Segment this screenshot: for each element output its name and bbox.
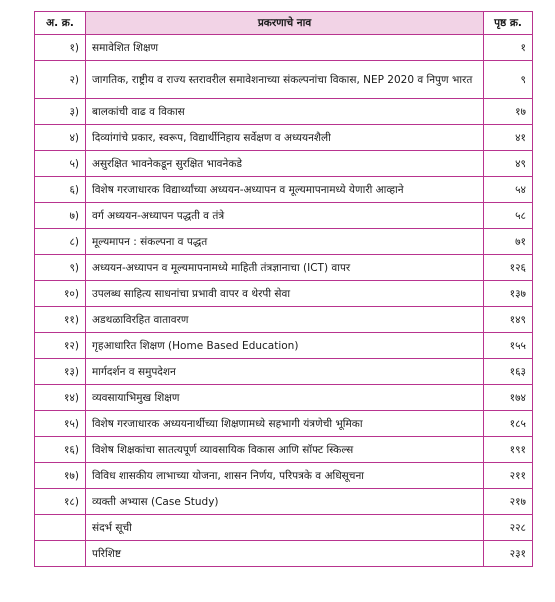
row-page: २१७	[484, 489, 533, 515]
row-title: विविध शासकीय लाभाच्या योजना, शासन निर्णय, परिपत्रके व अधिसूचना	[86, 463, 484, 489]
row-serial: २)	[35, 61, 86, 99]
row-page: १६३	[484, 359, 533, 385]
row-page: ५८	[484, 203, 533, 229]
header-row	[35, 12, 533, 35]
row-serial: ७)	[35, 203, 86, 229]
row-page: ७१	[484, 229, 533, 255]
row-title: विशेष गरजाधारक विद्यार्थ्यांच्या अध्ययन-अध्यापन व मूल्यमापनामध्ये येणारी आव्हाने	[86, 177, 484, 203]
row-title: मार्गदर्शन व समुपदेशन	[86, 359, 484, 385]
table-row	[35, 281, 533, 307]
row-serial: १०)	[35, 281, 86, 307]
row-page: १७	[484, 99, 533, 125]
row-page: १४९	[484, 307, 533, 333]
header-title: प्रकरणाचे नाव	[86, 12, 484, 35]
row-serial: १४)	[35, 385, 86, 411]
row-page: १७४	[484, 385, 533, 411]
table-row	[35, 359, 533, 385]
row-title: समावेशित शिक्षण	[86, 35, 484, 61]
table-row	[35, 385, 533, 411]
table-row	[35, 99, 533, 125]
table-row	[35, 177, 533, 203]
row-serial: १७)	[35, 463, 86, 489]
header-page: पृष्ठ क्र.	[484, 12, 533, 35]
row-title: असुरक्षित भावनेकडून सुरक्षित भावनेकडे	[86, 151, 484, 177]
row-serial	[35, 515, 86, 541]
row-page: १८५	[484, 411, 533, 437]
row-page: २२८	[484, 515, 533, 541]
row-page: ५४	[484, 177, 533, 203]
row-serial: १८)	[35, 489, 86, 515]
row-page: २११	[484, 463, 533, 489]
table-row	[35, 463, 533, 489]
row-title: व्यवसायाभिमुख शिक्षण	[86, 385, 484, 411]
table-row	[35, 437, 533, 463]
table-row	[35, 125, 533, 151]
table-row	[35, 35, 533, 61]
row-page: १२६	[484, 255, 533, 281]
row-title: विशेष गरजाधारक अध्ययनार्थीच्या शिक्षणामध्ये सहभागी यंत्रणेची भूमिका	[86, 411, 484, 437]
row-title: दिव्यांगांचे प्रकार, स्वरूप, विद्यार्थीनिहाय सर्वेक्षण व अध्ययनशैली	[86, 125, 484, 151]
row-serial: १३)	[35, 359, 86, 385]
row-title: जागतिक, राष्ट्रीय व राज्य स्तरावरील समावेशनाच्या संकल्पनांचा विकास, NEP 2020 व निपुण भारत	[86, 61, 484, 99]
row-page: ९	[484, 61, 533, 99]
table-row	[35, 61, 533, 99]
row-title: संदर्भ सूची	[86, 515, 484, 541]
row-title: गृहआधारित शिक्षण (Home Based Education)	[86, 333, 484, 359]
row-title: विशेष शिक्षकांचा सातत्यपूर्ण व्यावसायिक विकास आणि सॉफ्ट स्किल्स	[86, 437, 484, 463]
table-row	[35, 333, 533, 359]
table-row	[35, 203, 533, 229]
row-title: वर्ग अध्ययन-अध्यापन पद्धती व तंत्रे	[86, 203, 484, 229]
row-serial: ३)	[35, 99, 86, 125]
row-title: मूल्यमापन : संकल्पना व पद्धत	[86, 229, 484, 255]
table-row	[35, 255, 533, 281]
row-title: अडथळाविरहित वातावरण	[86, 307, 484, 333]
row-page: १	[484, 35, 533, 61]
toc-body	[35, 35, 533, 567]
row-page: ४९	[484, 151, 533, 177]
table-row	[35, 411, 533, 437]
row-serial: १२)	[35, 333, 86, 359]
row-serial: ६)	[35, 177, 86, 203]
row-page: १९१	[484, 437, 533, 463]
row-serial: १६)	[35, 437, 86, 463]
row-page: ४१	[484, 125, 533, 151]
table-row	[35, 541, 533, 567]
row-serial	[35, 541, 86, 567]
row-title: परिशिष्ट	[86, 541, 484, 567]
row-serial: १५)	[35, 411, 86, 437]
row-page: १५५	[484, 333, 533, 359]
row-page: २३१	[484, 541, 533, 567]
row-title: अध्ययन-अध्यापन व मूल्यमापनामध्ये माहिती तंत्रज्ञानाचा (ICT) वापर	[86, 255, 484, 281]
row-title: उपलब्ध साहित्य साधनांचा प्रभावी वापर व थेरपी सेवा	[86, 281, 484, 307]
row-serial: ९)	[35, 255, 86, 281]
table-row	[35, 307, 533, 333]
header-serial: अ. क्र.	[35, 12, 86, 35]
row-serial: १)	[35, 35, 86, 61]
table-row	[35, 489, 533, 515]
row-serial: ५)	[35, 151, 86, 177]
table-row	[35, 151, 533, 177]
row-serial: ८)	[35, 229, 86, 255]
table-row	[35, 515, 533, 541]
row-title: बालकांची वाढ व विकास	[86, 99, 484, 125]
table-of-contents	[34, 11, 533, 567]
row-title: व्यक्ती अभ्यास (Case Study)	[86, 489, 484, 515]
row-serial: ११)	[35, 307, 86, 333]
table-row	[35, 229, 533, 255]
row-serial: ४)	[35, 125, 86, 151]
row-page: १३७	[484, 281, 533, 307]
